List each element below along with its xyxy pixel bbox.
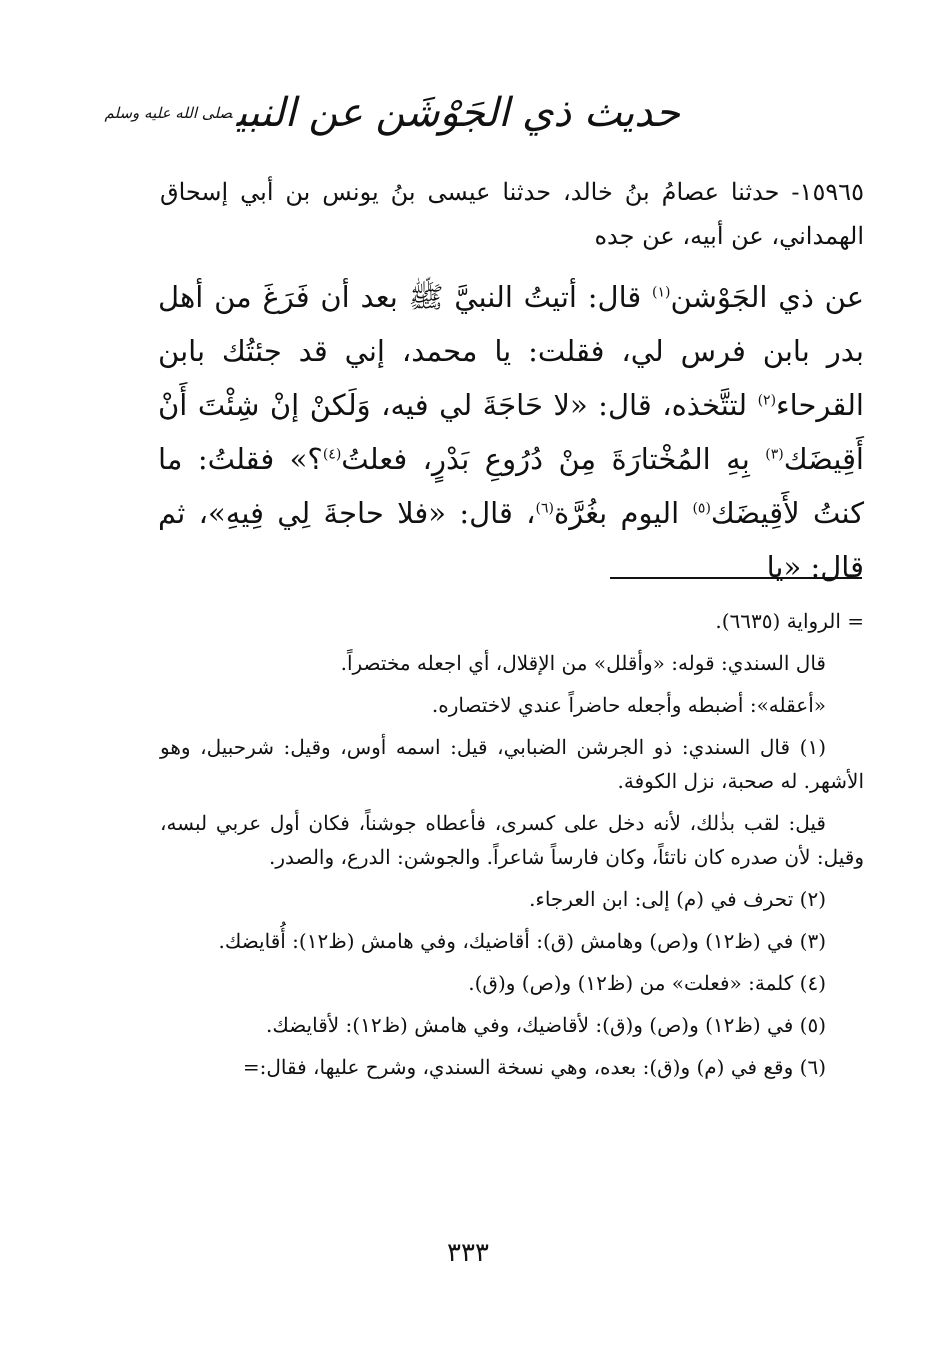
footnote-ref-2: (٢) [757, 392, 777, 409]
page-number: ٣٣٣ [447, 1238, 489, 1268]
footnotes-section [160, 604, 864, 1092]
hadith-isnad: ١٥٩٦٥- حدثنا عصامُ بنُ خالد، حدثنا عيسى بنُ يونس بن أبي إسحاق الهمداني، عن أبيه، عن جده [160, 178, 864, 250]
matn-text: لتتَّخذه، قال: «لا حَاجَةَ لي فيه، وَلَكنْ إنْ شِئْتَ أَنْ أَقِيضَك [158, 388, 864, 476]
footnote-ref-6: (٦) [535, 500, 554, 517]
footnote-separator [610, 577, 862, 579]
chapter-title-text: حديث ذي الجَوْشَن عن النبي [236, 90, 680, 136]
footnote-ref-5: (٥) [692, 500, 711, 517]
footnote-1-continued: قيل: لقب بذٰلك، لأنه دخل على كسرى، فأعطاه جوشناً، فكان أول عربي لبسه، وقيل: لأن صدره كان ناتئاً، وكان فارساً شاعراً. والجوشن: الدرع، والصدر. [160, 811, 864, 869]
footnote-6: (٦) وقع في (م) و(ق): بعده، وهي نسخة السندي، وشرح عليها، فقال:= [242, 1055, 826, 1079]
matn-text: عن ذي الجَوْشن [670, 280, 864, 314]
footnote-ref-3: (٣) [765, 446, 784, 463]
chapter-title-honorific: صلى الله عليه وسلم [104, 104, 233, 122]
matn-text: ؟» فقلتُ: ما كنتُ لأَقِيضَك [158, 442, 865, 530]
footnote-5: (٥) في (ظ١٢) و(ص) و(ق): لأقاضيك، وفي هامش (ظ١٢): لأقايضك. [265, 1013, 826, 1037]
hadith-matn [158, 270, 864, 594]
footnote-ref-1: (١) [652, 284, 671, 301]
footnote-carryover: = الرواية (٦٦٣٥). [715, 609, 864, 633]
footnote-4: (٤) كلمة: «فعلت» من (ظ١٢) و(ص) و(ق). [468, 971, 826, 995]
footnote-ref-4: (٤) [322, 446, 342, 463]
footnote-sindi-comment: «أعقله»: أضبطه وأجعله حاضراً عندي لاختصاره. [431, 693, 826, 717]
matn-text: اليوم بغُرَّة [554, 496, 693, 530]
footnote-1: (١) قال السندي: ذو الجرشن الضبابي، قيل: اسمه أوس، وقيل: شرحبيل، وهو الأشهر. له صحبة، نزل الكوفة. [160, 735, 864, 793]
chapter-title [104, 88, 680, 138]
matn-text: بِهِ المُخْتارَةَ مِنْ دُرُوعِ بَدْرٍ، فعلتُ [341, 442, 766, 476]
footnote-3: (٣) في (ظ١٢) و(ص) وهامش (ق): أقاضيك، وفي هامش (ظ١٢): أُقايضك. [218, 929, 826, 953]
matn-text: قال: أتيتُ النبيَّ ﷺ بعد أن فَرَغَ من أهل بدر بابن فرس لي، فقلت: يا محمد، إني قد جئتُك بابن القرحاء [158, 280, 864, 422]
footnote-2: (٢) تحرف في (م) إلى: ابن العرجاء. [529, 887, 826, 911]
matn-text: ، قال: «فلا حاجةَ لِي فِيهِ»، ثم قال: «يا [158, 496, 864, 584]
footnote-sindi-comment: قال السندي: قوله: «وأقلل» من الإقلال، أي اجعله مختصراً. [340, 651, 826, 675]
